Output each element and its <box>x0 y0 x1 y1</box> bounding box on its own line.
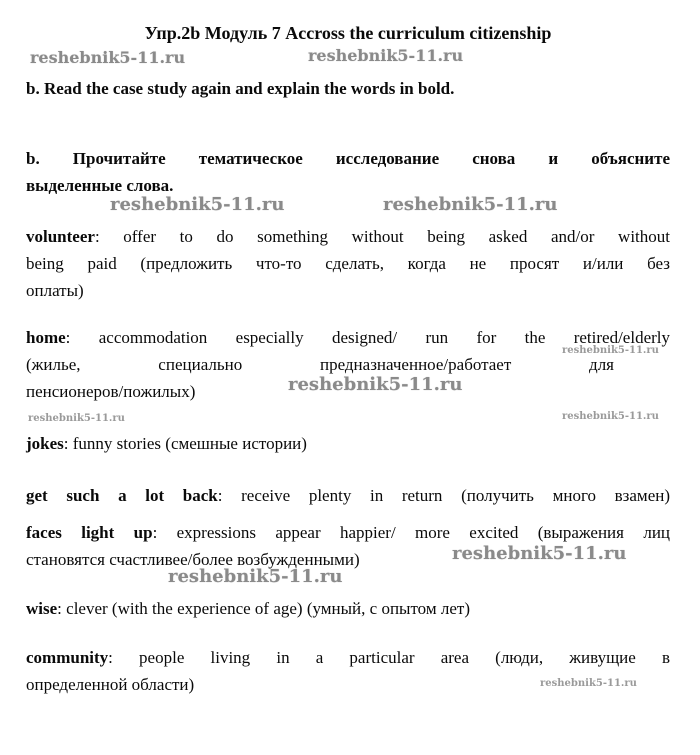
watermark: reshebnik5-11.ru <box>562 345 659 356</box>
definition-home-line-2: (жилье, специально предназначенное/работает для <box>26 355 614 374</box>
definition-wise-line-1 <box>26 595 670 622</box>
definition-wise <box>26 595 670 622</box>
watermark: reshebnik5-11.ru <box>110 194 285 215</box>
task-instruction-ru-line-2: выделенные слова. <box>26 176 174 195</box>
definition-faces-light-up-line-2: становятся счастливее/более возбужденными) <box>26 550 360 569</box>
definition-home-line-3: пенсионеров/пожилых) <box>26 382 196 401</box>
definition-jokes <box>26 430 670 457</box>
definition-term: home <box>26 328 66 347</box>
watermark: reshebnik5-11.ru <box>383 194 558 215</box>
definition-term: community <box>26 648 109 667</box>
watermark: reshebnik5-11.ru <box>308 46 464 65</box>
definition-text: : accommodation especially designed/ run for the retired/elderly <box>65 328 670 347</box>
definition-term: jokes <box>26 434 64 453</box>
definition-volunteer-line-2: being paid (предложить что-то сделать, когда не просят и/или без <box>26 254 670 273</box>
definition-text: : clever (with the experience of age) (умный, с опытом лет) <box>57 599 470 618</box>
definition-community-line-2: определенной области) <box>26 675 195 694</box>
page-title: Упр.2b Модуль 7 Accross the curriculum citizenship <box>144 23 552 43</box>
watermark: reshebnik5-11.ru <box>562 411 659 422</box>
watermark: reshebnik5-11.ru <box>540 678 637 689</box>
definition-volunteer-line-1 <box>26 223 670 250</box>
watermark: reshebnik5-11.ru <box>288 374 463 395</box>
task-instruction-ru-line-1: b. Прочитайте тематическое исследование снова и объясните <box>26 149 670 168</box>
definition-term: faces light up <box>26 523 153 542</box>
definition-term: volunteer <box>26 227 95 246</box>
definition-faces-light-up-line-1 <box>26 519 670 546</box>
definition-community-line-1 <box>26 644 670 671</box>
definition-text: : funny stories (смешные истории) <box>63 434 307 453</box>
watermark: reshebnik5-11.ru <box>28 413 125 424</box>
definition-term: wise <box>26 599 58 618</box>
task-instruction-ru <box>26 145 670 199</box>
watermark: reshebnik5-11.ru <box>30 48 186 67</box>
task-instruction-en: b. Read the case study again and explain the words in bold. <box>26 79 455 98</box>
watermark: reshebnik5-11.ru <box>452 543 627 564</box>
definition-volunteer-line-3: оплаты) <box>26 281 84 300</box>
definition-text: : expressions appear happier/ more excited (выражения лиц <box>152 523 671 542</box>
definition-text: : receive plenty in return (получить много взамен) <box>217 486 670 505</box>
definition-community <box>26 644 670 698</box>
definition-get-such-a-lot-back-line-1 <box>26 482 670 509</box>
definition-get-such-a-lot-back <box>26 482 670 509</box>
definition-term: get such a lot back <box>26 486 218 505</box>
definition-text: : offer to do something without being asked and/or without <box>94 227 670 246</box>
definition-jokes-line-1 <box>26 430 670 457</box>
definition-volunteer <box>26 223 670 304</box>
definition-text: : people living in a particular area (люди, живущие в <box>108 648 670 667</box>
watermark: reshebnik5-11.ru <box>168 566 343 587</box>
